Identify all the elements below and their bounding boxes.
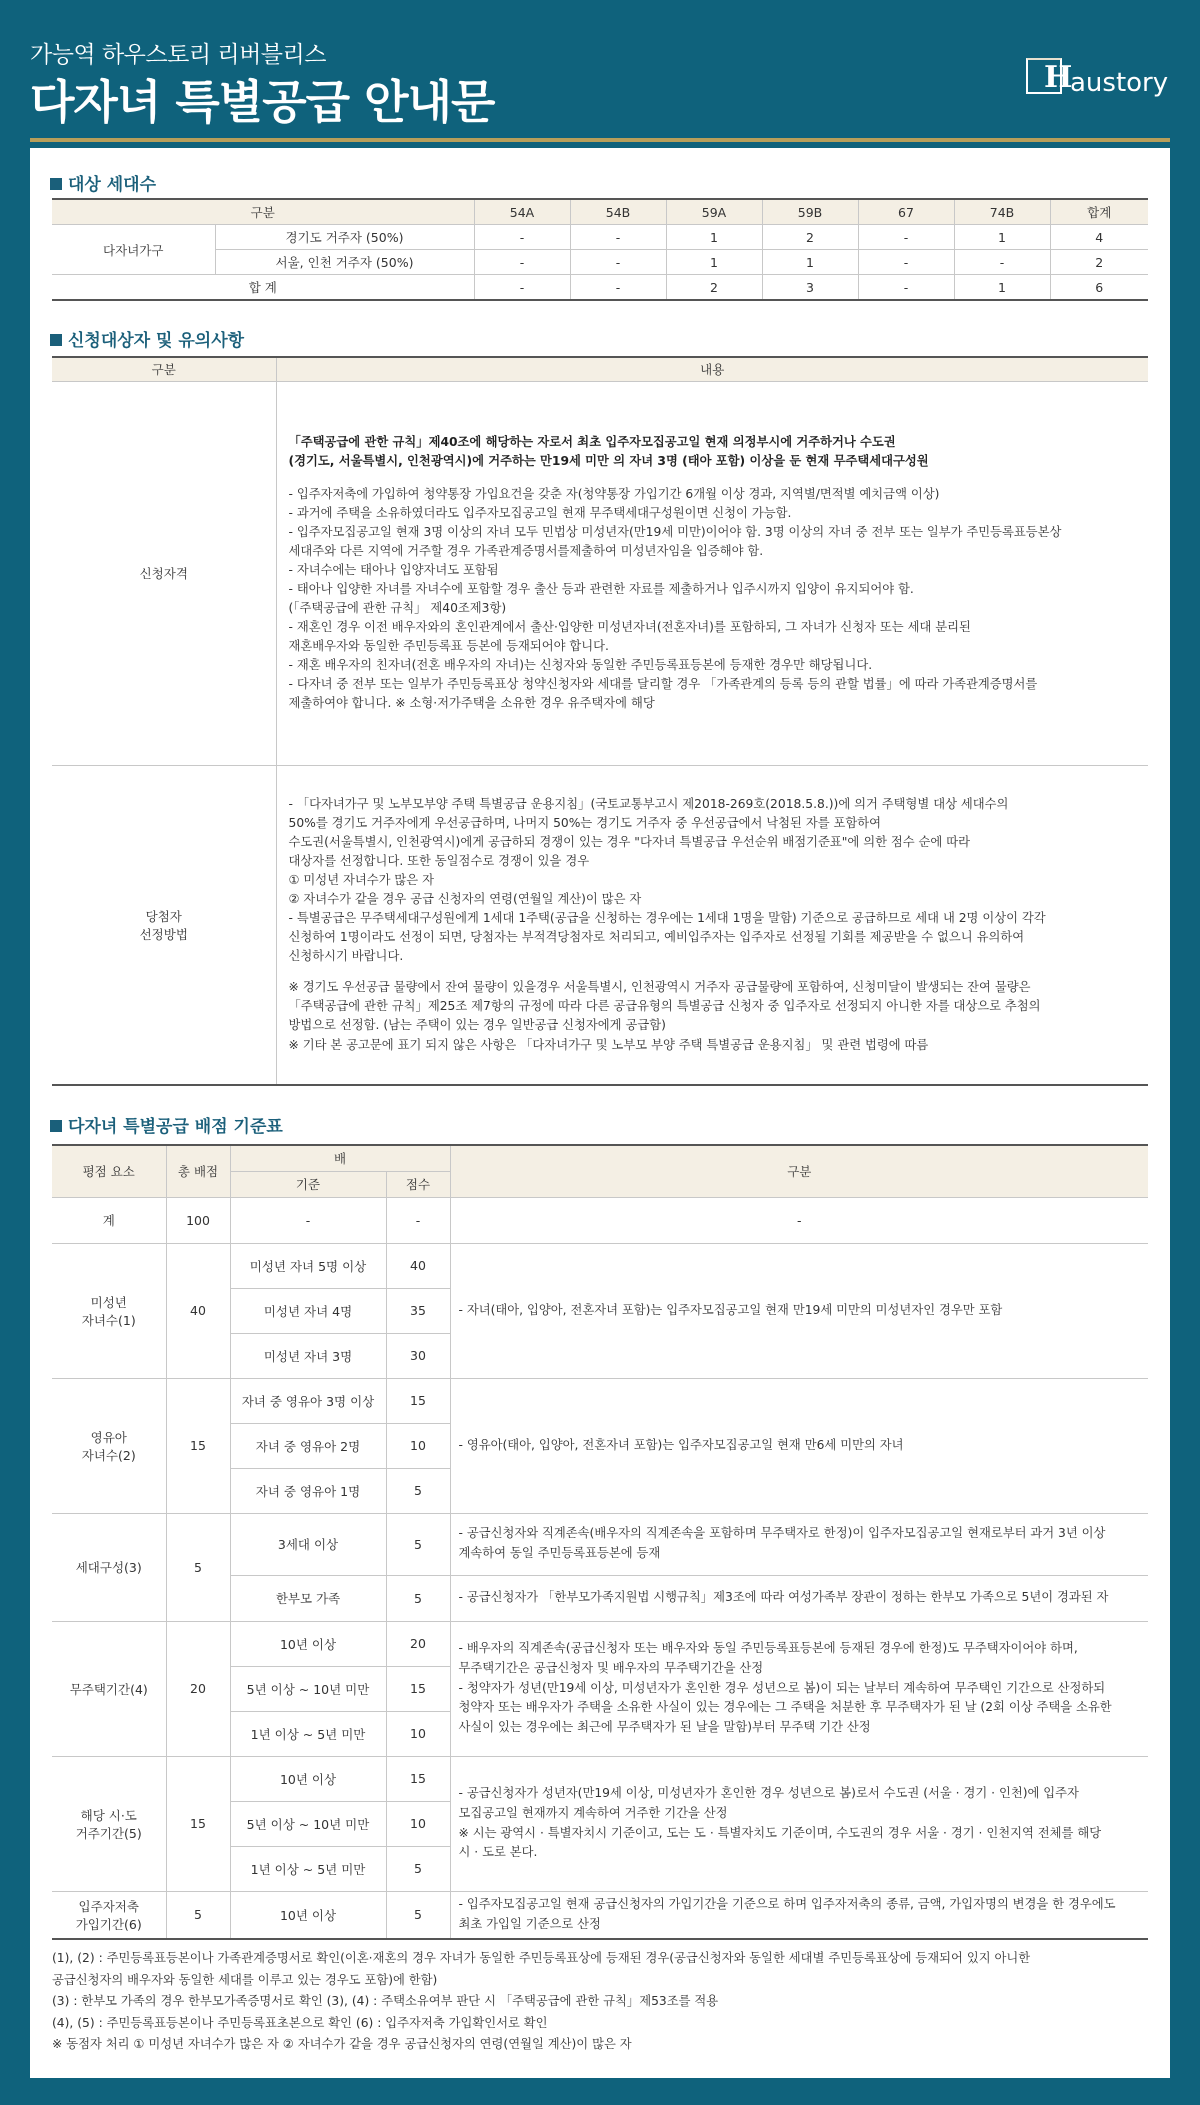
table-cell: - xyxy=(858,225,954,250)
criteria-cell: 10년 이상 xyxy=(230,1621,386,1666)
factor-cell: 영유아 자녀수(2) xyxy=(52,1378,166,1513)
desc-cell: - 공급신청자가 성년자(만19세 이상, 미성년자가 혼인한 경우 성년으로 봄)로서 수도권 (서울 · 경기 · 인천)에 입주자 모집공고일 현재까지 계속하여 거주한 기간을 산정 ※ 시는 광역시 · 특별자치시 기준이고, 도는 도 · 특별자치도 기준이며, 수도권의 경우 서울 · 경기 · 인천지역 전체를 해당 시 · 도로 본다. xyxy=(450,1756,1148,1891)
criteria-cell: 자녀 중 영유아 2명 xyxy=(230,1423,386,1468)
qualification-items: - 입주자저축에 가입하여 청약통장 가입요건을 갖춘 자(청약통장 가입기간 6개월 이상 경과, 지역별/면적별 예치금액 이상) - 과거에 주택을 소유하였더라도 입주자모집공고일 현재 무주택세대구성원이면 신청이 가능함. - 입주자모집공고일 현재 3명 이상의 자녀 모두 민법상 미성년자(만19세 미만)이어야 함. 3명 이상의 자녀 중 전부 또는 일부가 주민등록표등본상 세대주와 다른 지역에 거주할 경우 가족관계증명서를제출하여 미성년자임을 입증해야 함. - 자녀수에는 태아나 입양자녀도 포함됨 - 태아나 입양한 자녀를 자녀수에 포함할 경우 출산 등과 관련한 자료를 제출하거나 입주시까지 입양이 유지되어야 함. (「주택공급에 관한 규칙」 제40조제3항) - 재혼인 경우 이전 배우자와의 혼인관계에서 출산·입양한 미성년자녀(전혼자녀)를 포함하되, 그 자녀가 신청자 또는 세대 분리된 재혼배우자와 동일한 주민등록표 등본에 등재되어야 합니다. - 재혼 배우자의 친자녀(전혼 배우자의 자녀)는 신청자와 동일한 주민등록표등본에 등재한 경우만 해당됩니다. - 다자녀 중 전부 또는 일부가 주민등록표상 청약신청자와 세대를 달리할 경우 「가족관계의 등록 등의 관할 법률」에 따라 가족관계증명서를 제출하여야 합니다. ※ 소형·저가주택을 소유한 경우 유주택자에 해당 xyxy=(288,486,1062,711)
table-row xyxy=(52,1513,1148,1575)
scoring-notes xyxy=(52,1948,1148,2056)
total-cell: 15 xyxy=(166,1378,230,1513)
score-cell: 15 xyxy=(386,1378,450,1423)
total-cell: 100 xyxy=(166,1197,230,1243)
desc-cell: - 입주자모집공고일 현재 공급신청자의 가입기간을 기준으로 하며 입주자저축의 종류, 금액, 가입자명의 변경을 한 경우에도 최초 가입일 기준으로 산정 xyxy=(450,1891,1148,1939)
table-cell: - xyxy=(474,250,570,275)
criteria-cell: 자녀 중 영유아 3명 이상 xyxy=(230,1378,386,1423)
criteria-cell: 10년 이상 xyxy=(230,1891,386,1939)
factor-cell: 무주택기간(4) xyxy=(52,1621,166,1756)
qualification-summary: 「주택공급에 관한 규칙」제40조에 해당하는 자로서 최초 입주자모집공고일 현재 의정부시에 거주하거나 수도권 (경기도, 서울특별시, 인천광역시)에 거주하는 만19세 미만 의 자녀 3명 (태아 포함) 이상을 둔 현재 무주택세대구성원 xyxy=(288,434,929,468)
logo-text: austory xyxy=(1070,68,1169,98)
criteria-cell: 10년 이상 xyxy=(230,1756,386,1801)
section-title-households: 대상 세대수 xyxy=(50,170,156,195)
table-cell: 2 xyxy=(762,225,858,250)
header-cell: 54A xyxy=(474,199,570,225)
total-cell: 15 xyxy=(166,1756,230,1891)
table-cell: 6 xyxy=(1050,275,1148,301)
table-row xyxy=(52,1378,1148,1423)
header-cell: 74B xyxy=(954,199,1050,225)
table-cell: - xyxy=(570,225,666,250)
table-row xyxy=(52,381,1148,765)
square-bullet-icon xyxy=(50,1120,62,1132)
table-cell: - xyxy=(570,275,666,301)
haustory-logo xyxy=(1026,58,1172,96)
table-cell: - xyxy=(858,250,954,275)
table-cell: - xyxy=(858,275,954,301)
criteria-cell: 자녀 중 영유아 1명 xyxy=(230,1468,386,1513)
header-cell: 구분 xyxy=(450,1145,1148,1197)
score-cell: 20 xyxy=(386,1621,450,1666)
criteria-cell: 5년 이상 ~ 10년 미만 xyxy=(230,1666,386,1711)
table-cell: 2 xyxy=(1050,250,1148,275)
group-label: 다자녀가구 xyxy=(52,225,215,275)
content-panel xyxy=(30,148,1170,2078)
score-cell: 30 xyxy=(386,1333,450,1378)
table-row xyxy=(52,1756,1148,1801)
selection-notes: ※ 경기도 우선공급 물량에서 잔여 물량이 있을경우 서울특별시, 인천광역시 거주자 공급물량에 포함하여, 신청미달이 발생되는 잔여 물량은 「주택공급에 관한 규칙」제25조 제7항의 규정에 따라 다른 공급유형의 특별공급 신청자 중 입주자로 선정되지 아니한 자를 대상으로 추첨의 방법으로 선정함. (남는 주택이 있는 경우 일반공급 신청자에게 공급함) ※ 기타 본 공고문에 표기 되지 않은 사항은 「다자녀가구 및 노부모 부양 주택 특별공급 운용지침」 및 관련 법령에 따름 xyxy=(288,980,1041,1052)
page-subtitle: 가능역 하우스토리 리버블리스 xyxy=(30,42,326,68)
total-cell: 20 xyxy=(166,1621,230,1756)
score-cell: 5 xyxy=(386,1513,450,1575)
header-cell: 배 xyxy=(230,1145,450,1171)
criteria-cell: - xyxy=(230,1197,386,1243)
table-cell: 1 xyxy=(954,275,1050,301)
criteria-cell: 미성년 자녀 5명 이상 xyxy=(230,1243,386,1288)
square-bullet-icon xyxy=(50,334,62,346)
total-cell: 40 xyxy=(166,1243,230,1378)
total-cell: 5 xyxy=(166,1513,230,1621)
factor-cell: 세대구성(3) xyxy=(52,1513,166,1621)
table-header-row xyxy=(52,357,1148,381)
header-cell: 합계 xyxy=(1050,199,1148,225)
score-cell: 5 xyxy=(386,1846,450,1891)
factor-cell: 미성년 자녀수(1) xyxy=(52,1243,166,1378)
criteria-cell: 3세대 이상 xyxy=(230,1513,386,1575)
desc-cell: - 영유아(태아, 입양아, 전혼자녀 포함)는 입주자모집공고일 현재 만6세 미만의 자녀 xyxy=(450,1378,1148,1513)
table-cell: 1 xyxy=(666,225,762,250)
factor-cell: 해당 시·도 거주기간(5) xyxy=(52,1756,166,1891)
score-cell: 10 xyxy=(386,1801,450,1846)
table-cell: 2 xyxy=(666,275,762,301)
header-divider xyxy=(30,138,1170,142)
desc-cell: - 자녀(태아, 입양아, 전혼자녀 포함)는 입주자모집공고일 현재 만19세 미만의 미성년자인 경우만 포함 xyxy=(450,1243,1148,1378)
desc-cell: - 공급신청자가 「한부모가족지원법 시행규칙」제3조에 따라 여성가족부 장관이 정하는 한부모 가족으로 5년이 경과된 자 xyxy=(450,1575,1148,1621)
table-cell: 1 xyxy=(762,250,858,275)
header-cell: 구분 xyxy=(52,357,276,381)
selection-content xyxy=(276,765,1148,1085)
header-cell: 59B xyxy=(762,199,858,225)
note-line: (4), (5) : 주민등록표등본이나 주민등록표초본으로 확인 (6) : 입주자저축 가입확인서로 확인 xyxy=(52,2015,548,2030)
score-cell: 5 xyxy=(386,1468,450,1513)
factor-cell: 입주자저축 가입기간(6) xyxy=(52,1891,166,1939)
table-cell: - xyxy=(954,250,1050,275)
criteria-cell: 1년 이상 ~ 5년 미만 xyxy=(230,1711,386,1756)
table-cell: 1 xyxy=(954,225,1050,250)
header-cell: 내용 xyxy=(276,357,1148,381)
header-cell: 총 배점 xyxy=(166,1145,230,1197)
section-title-scoring: 다자녀 특별공급 배점 기준표 xyxy=(50,1112,283,1137)
page-title: 다자녀 특별공급 안내문 xyxy=(30,75,495,129)
desc-cell: - 배우자의 직계존속(공급신청자 또는 배우자와 동일 주민등록표등본에 등재된 경우에 한정)도 무주택자이어야 하며, 무주택기간은 공급신청자 및 배우자의 무주택기간을 산정 - 청약자가 성년(만19세 이상, 미성년자가 혼인한 경우 성년으로 봄)이 되는 날부터 계속하여 무주택인 기간으로 산정하되 청약자 또는 배우자가 주택을 소유한 사실이 있는 경우에는 그 주택을 처분한 후 무주택자가 된 날 (2회 이상 주택을 소유한 사실이 있는 경우에는 최근에 무주택자가 된 날을 말함)부터 무주택 기간 산정 xyxy=(450,1621,1148,1756)
table-row xyxy=(52,765,1148,1085)
table-row xyxy=(52,225,1148,250)
table-total-row xyxy=(52,275,1148,301)
table-header-row xyxy=(52,1145,1148,1171)
households-table xyxy=(52,198,1148,301)
score-cell: 35 xyxy=(386,1288,450,1333)
table-cell: 4 xyxy=(1050,225,1148,250)
row-label: 당첨자 선정방법 xyxy=(52,765,276,1085)
criteria-cell: 미성년 자녀 3명 xyxy=(230,1333,386,1378)
table-header-row xyxy=(52,199,1148,225)
header-cell: 54B xyxy=(570,199,666,225)
note-line: (3) : 한부모 가족의 경우 한부모가족증명서로 확인 (3), (4) : 주택소유여부 판단 시 「주택공급에 관한 규칙」제53조를 적용 xyxy=(52,1994,719,2009)
table-cell: - xyxy=(474,275,570,301)
note-line: (1), (2) : 주민등록표등본이나 가족관계증명서로 확인(이혼·재혼의 경우 자녀가 동일한 주민등록표상에 등재된 경우(공급신청자와 동일한 세대별 주민등록표상에 등재되어 있지 아니한 공급신청자의 배우자와 동일한 세대를 이루고 있는 경우도 포함)에 한함) xyxy=(52,1951,1031,1987)
criteria-cell: 1년 이상 ~ 5년 미만 xyxy=(230,1846,386,1891)
score-cell: 10 xyxy=(386,1711,450,1756)
score-cell: 10 xyxy=(386,1423,450,1468)
score-cell: 15 xyxy=(386,1756,450,1801)
selection-items: - 「다자녀가구 및 노부모부양 주택 특별공급 운용지침」(국토교통부고시 제2018-269호(2018.5.8.))에 의거 주택형별 대상 세대수의 50%를 경기도 거주자에게 우선공급하며, 나머지 50%는 경기도 거주자 중 우선공급에서 낙첨된 자를 포함하여 수도권(서울특별시, 인천광역시)에게 공급하되 경쟁이 있는 경우 "다자녀 특별공급 우선순위 배점기준표"에 의한 점수 순에 따라 대상자를 선정합니다. 또한 동일점수로 경쟁이 있을 경우 ① 미성년 자녀수가 많은 자 ② 자녀수가 같을 경우 공급 신청자의 연령(연월일 계산)이 많은 자 - 특별공급은 무주택세대구성원에게 1세대 1주택(공급을 신청하는 경우에는 1세대 1명을 말함) 기준으로 공급하므로 세대 내 2명 이상이 각각 신청하여 1명이라도 선정이 되면, 당첨자는 부적격당첨자로 처리되고, 예비입주자는 입주자로 선정될 기회를 제공받을 수 없으니 유의하여 신청하시기 바랍니다. xyxy=(288,796,1046,964)
header-cell: 구분 xyxy=(52,199,474,225)
score-cell: 5 xyxy=(386,1575,450,1621)
table-row xyxy=(52,250,1148,275)
header-cell: 기준 xyxy=(230,1171,386,1197)
note-line: ※ 동점자 처리 ① 미성년 자녀수가 많은 자 ② 자녀수가 같을 경우 공급신청자의 연령(연월일 계산)이 많은 자 xyxy=(52,2037,632,2052)
score-cell: 5 xyxy=(386,1891,450,1939)
desc-cell: - 공급신청자와 직계존속(배우자의 직계존속을 포함하며 무주택자로 한정)이 입주자모집공고일 현재로부터 과거 3년 이상 계속하여 동일 주민등록표등본에 등재 xyxy=(450,1513,1148,1575)
section-title-eligibility: 신청대상자 및 유의사항 xyxy=(50,326,244,351)
table-cell: - xyxy=(474,225,570,250)
scoring-table xyxy=(52,1144,1148,1940)
eligibility-table xyxy=(52,356,1148,1086)
page-header xyxy=(0,0,1200,140)
desc-cell: - xyxy=(450,1197,1148,1243)
total-cell: 5 xyxy=(166,1891,230,1939)
row-label: 신청자격 xyxy=(52,381,276,765)
qualification-content xyxy=(276,381,1148,765)
header-cell: 점수 xyxy=(386,1171,450,1197)
score-cell: - xyxy=(386,1197,450,1243)
square-bullet-icon xyxy=(50,178,62,190)
factor-cell: 계 xyxy=(52,1197,166,1243)
row-label: 경기도 거주자 (50%) xyxy=(215,225,474,250)
criteria-cell: 미성년 자녀 4명 xyxy=(230,1288,386,1333)
table-cell: 1 xyxy=(666,250,762,275)
table-row xyxy=(52,1243,1148,1288)
table-row xyxy=(52,1621,1148,1666)
table-row xyxy=(52,1891,1148,1939)
row-label: 서울, 인천 거주자 (50%) xyxy=(215,250,474,275)
table-row xyxy=(52,1197,1148,1243)
table-cell: - xyxy=(570,250,666,275)
table-cell: 3 xyxy=(762,275,858,301)
score-cell: 15 xyxy=(386,1666,450,1711)
total-label: 합 계 xyxy=(52,275,474,301)
criteria-cell: 한부모 가족 xyxy=(230,1575,386,1621)
header-cell: 59A xyxy=(666,199,762,225)
logo-letter: H xyxy=(1044,60,1073,95)
criteria-cell: 5년 이상 ~ 10년 미만 xyxy=(230,1801,386,1846)
header-cell: 평점 요소 xyxy=(52,1145,166,1197)
score-cell: 40 xyxy=(386,1243,450,1288)
header-cell: 67 xyxy=(858,199,954,225)
